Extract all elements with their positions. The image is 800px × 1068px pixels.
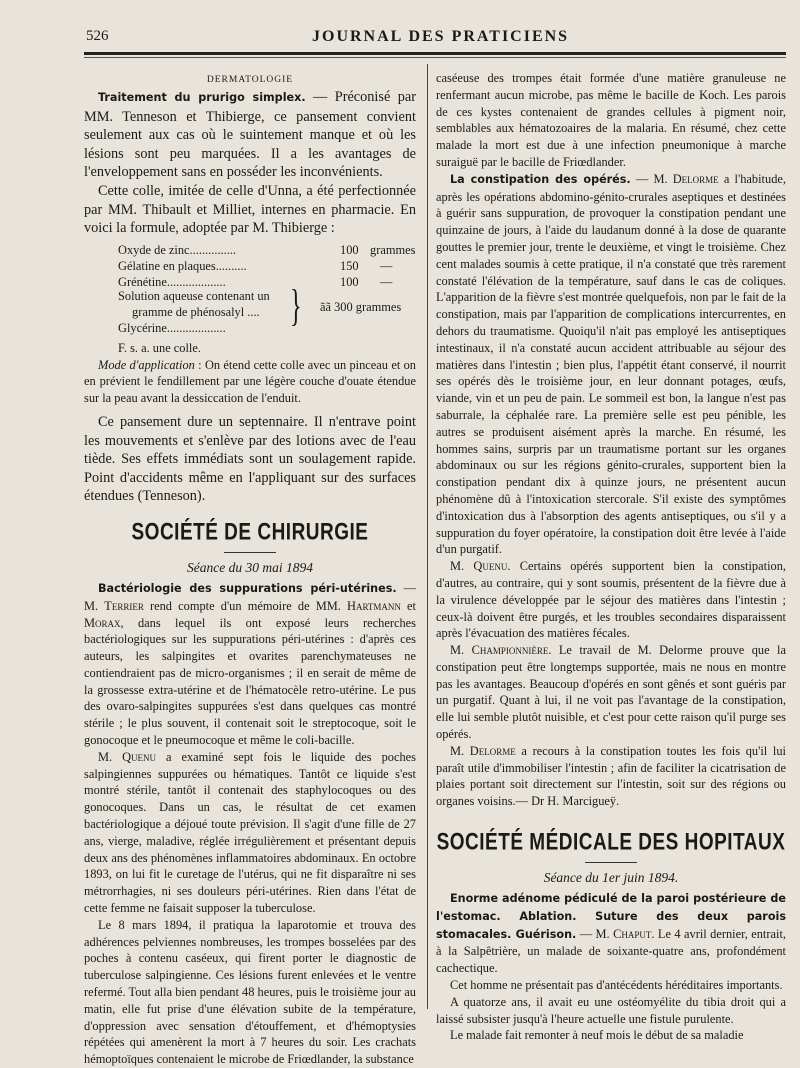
journal-title: JOURNAL DES PRATICIENS	[312, 28, 570, 45]
text: M.	[450, 643, 472, 658]
text: — M.	[630, 171, 673, 186]
formula-fsa: F. s. a. une colle.	[118, 340, 201, 355]
formula-ingredient: Gélatine en plaques..........	[118, 258, 247, 273]
society-hopitaux-title: SOCIÉTÉ MÉDICALE DES HOPITAUX	[436, 829, 786, 856]
text: a examiné sept fois le liquide des poches salpingiennes suppurées ou hématiques. Tantôt ce liquide s'est montré stérile, tantôt il contenait des staphylocoques ou des gonocoques. Dans un cas, le résultat de cet examen bactériologique a déjoué toute prévision. Il s'agit d'une fille de 27 ans, vierge, maladive, réglée irrégulièrement et présentant depuis deux ans des phénomènes inflammatoires abdominaux. En octobre 1893, on lui fit le curetage de l'utérus, qui ne fit disparaître ni ses métrorrhagies, ni ses douleurs péri-utérines. Rien dans l'état de cette femme ne faisait supposer la tuberculose.	[84, 749, 416, 916]
society-rule	[585, 862, 637, 863]
formula-qty: 150	[340, 258, 359, 273]
text: M.	[450, 743, 470, 758]
formula-unit: grammes	[370, 242, 416, 257]
left-column	[84, 70, 416, 1068]
text: M.	[98, 749, 123, 764]
osteomyelite-paragraph: A quatorze ans, il avait eu une ostéomyélite du tibia droit qui a laissé subsister jusqu'à l'heure actuelle une fistule purulente.	[436, 994, 786, 1026]
formula-aa: ãã 300 grammes	[320, 299, 402, 314]
bacteriologie-title: Bactériologie des suppurations péri-utérines.	[98, 581, 397, 595]
right-column	[436, 70, 786, 1044]
formula-unit: —	[380, 258, 393, 273]
text: . Le travail de M. Delorme prouve que la constipation peut être longtemps supportée, mais ne nous en montre pas les avantages. Beaucoup d'opérés en sont gênés et sont guéris par un purgatif. Quant à lui, il ne voit pas l'avantage de la constipation, elle lui semble plutôt nuisible, et c'est pour cette raison qu'il purge ses opérés.	[436, 643, 787, 742]
constipation-title: La constipation des opérés.	[450, 172, 631, 186]
text: a l'habitude, après les opérations abdomino-génito-crurales aseptiques et destinées à guérir sans suppuration, de provoquer la constipation pendant une quinzaine de jours, à l'aide du laudanum donné à la dose de quarante gouttes le premier jour, trente le deuxième, et vingt le troisième. Chez cent malades soumis à cette pratique, il n'a constaté que très rarement constaté l'élévation de la température, sauf dans le cas de coliques. L'apparition de la fièvre s'est montrée quelquefois, non par le fait de la constipation, mais par l'apparition de complications intercurrentes, en dehors du traumatisme. Quoiqu'il n'ait pas employé les antiseptiques intestinaux, il n'a constaté aucun accident attribuable au séjour des matières dans l'intestin ; bien plus, l'appétit étant conservé, il nourrit ses opérés dès le troisième jour, en leur donnant potages, œufs, viande, vin et un peu de pain. Le sommeil est bon, la langue n'est pas saburrale, la céphalée rare. La première selle est peu pénible, les autres se produisent aisément après la marche. En résumé, les hommes sains, surpris par un traumatisme portant sur les organes abdominaux ou sur les régions génito-crurales, supportent bien la constipation pendant dix à quinze jours, ne présentent aucun phénomène dû à l'intoxication stercorale. S'il existe des symptômes d'intoxication dus à l'absorption des agents antiseptiques, ou s'il y a suppuration du foyer opératoire, la constipation doit être levée à l'aide d'un purgatif.	[436, 171, 786, 557]
antecedents-paragraph: Cet homme ne présentait pas d'antécédents héréditaires importants.	[450, 978, 783, 993]
formula-qty: 100	[340, 274, 359, 289]
prurigo-paragraph	[84, 88, 416, 182]
author-name: Chaput	[613, 926, 652, 941]
septennaire-paragraph: Ce pansement dure un septennaire. Il n'entrave point les mouvements et s'enlève par des lotions avec de l'eau tiède. Ses effets immédiats sont un soulagement rapide. Point d'accidents même en l'appliquant sur des surfaces étendues (Tenneson).	[84, 413, 416, 505]
column-divider	[427, 64, 428, 1009]
text: et	[400, 598, 417, 613]
mode-text: : On étend cette colle avec un pinceau et on en prévient le fendillement par une légère couche d'ouate étendue sur la peau avant la dessiccation de l'enduit.	[84, 357, 416, 406]
formula-solution-line1: Solution aqueuse contenant un	[118, 288, 270, 303]
text: M.	[450, 559, 474, 574]
prurigo-text: — Préconisé par MM. Tenneson et Thibierge, ce pansement convient seulement aux cas où le suintement manque et où les lésions sont peu marquées. Il a les avantages de l'enveloppement sans en posséder les inconvénients.	[84, 89, 416, 181]
text: . Le 4 avril dernier, entrait, à la Salpêtrière, un malade de soixante-quatre ans, profondément cachectique.	[436, 926, 786, 976]
author-name: Terrier	[104, 598, 144, 613]
author-name: Quenu	[473, 559, 508, 574]
formula-solution-line2: gramme de phénosalyl ....	[132, 304, 260, 319]
header-rule	[84, 52, 786, 55]
adenome-paragraph	[436, 890, 786, 977]
author-name: Hartmann	[347, 598, 401, 613]
quenu-reply-paragraph	[436, 558, 786, 642]
formula-ingredient: Oxyde de zinc...............	[118, 242, 237, 257]
formula-qty: 100	[340, 242, 359, 257]
brace-symbol: }	[290, 280, 302, 330]
constipation-paragraph	[436, 171, 786, 558]
laparotomie-paragraph: Le 8 mars 1894, il pratiqua la laparotomie et trouva des adhérences pelviennes nombreuses, les trompes bosselées par des poches à contenu caséeux, qui firent porter le diagnostic de tuberculose salpingienne. Ces lésions furent enlevées et le ventre refermé. Tout alla bien pendant 48 heures, puis le troisième jour au matin, elle fut prise d'une élévation subite de la température, d'oppression avec sensation d'étouffement, et d'hémoptysies répétées qui amenèrent la mort à 7 heures du soir. Les crachats hémoptoïques contenaient le microbe de Friœdlander, la substance	[84, 917, 416, 1067]
author-name: Delorme	[469, 743, 516, 758]
debut-maladie-paragraph: Le malade fait remonter à neuf mois le début de sa maladie	[450, 1028, 744, 1043]
text: rend compte d'un mémoire de MM.	[143, 598, 347, 613]
mode-label: Mode d'application	[98, 357, 195, 372]
author-name: Championnière	[471, 643, 549, 658]
text: a recours à la constipation toutes les fois qu'il lui paraît utile d'immobiliser l'intestin ; afin de faciliter la cicatrisation de plaies portant soit directement sur l'intestin, soit sur des régions ou organes voisins.— Dr H. Marcigueÿ.	[436, 743, 786, 809]
formula-row	[118, 242, 236, 258]
seance-date: Séance du 30 mai 1894	[187, 559, 313, 575]
text: — M.	[84, 580, 416, 613]
formula-ingredient: Grénétine...................	[118, 274, 226, 289]
delorme-reply-paragraph	[436, 743, 786, 810]
author-name: Delorme	[672, 171, 719, 186]
seance-date-hopitaux: Séance du 1er juin 1894.	[543, 870, 679, 886]
text: — M.	[576, 926, 614, 941]
caseuse-paragraph: caséeuse des trompes était formée d'une matière granuleuse ne renfermant aucun microbe, pas même le bacille de Koch. Les parois de ces kystes contenaient de grandes cellules à pigment noir, semblables aux hématozoaires de la malaria. En résumé, chez cette malade la mort est due à une infection pneumonique à marche suraiguë par le bacille de Friœdlander.	[436, 71, 786, 169]
adenome-title: Enorme adénome pédiculé de la paroi postérieure de l'estomac. Ablation. Suture des deux parois stomacales. Guérison.	[436, 892, 786, 941]
formula-table	[118, 242, 416, 338]
text: , dans lequel ils ont exposé leurs recherches bactériologiques sur les suppurations péri-utérines : d'après ces auteurs, les salpingites et ovarites parenchymateuses ne contiendraient pas de micro-organismes ; il en serait de même de la grossesse extra-utérine et de l'hématocèle retro-utérine. Le pus des ovaro-salpingites suppurées s'est dans quelques cas montré stérile ; le plus souvent, il contenait soit le streptocoque, soit le gonocoque et le pneumocoque et même le coli-bacille.	[84, 615, 416, 748]
colle-paragraph: Cette colle, imitée de celle d'Unna, a été perfectionnée par MM. Thibault et Milliet, internes en pharmacie. En voici la formule, adoptée par M. Thibierge :	[84, 182, 416, 237]
header-rule-thin	[84, 57, 786, 58]
formula-glycerine: Glycérine...................	[118, 320, 226, 335]
author-name: Quenu	[122, 749, 157, 764]
formula-unit: —	[380, 274, 393, 289]
quenu-paragraph	[84, 749, 416, 917]
mode-application-paragraph	[84, 357, 416, 407]
text: . Certains opérés supportent bien la constipation, d'autres, au contraire, qui y sont soumis, présentent de la fièvre due à la virulence développée par le séjour des matières dans l'intestin ; ceux-là doivent être purgés, et les troubles secondaires disparaissent après l'évacuation des matières fécales.	[436, 559, 786, 641]
page-number: 526	[86, 28, 109, 44]
section-label-dermatologie: DERMATOLOGIE	[206, 75, 294, 85]
society-rule	[224, 552, 276, 553]
bacteriologie-paragraph	[84, 580, 416, 749]
society-chirurgie-title: SOCIÉTÉ DE CHIRURGIE	[131, 519, 369, 546]
championniere-paragraph	[436, 642, 786, 743]
author-name: Morax	[84, 615, 121, 630]
formula-row	[118, 258, 247, 274]
prurigo-title: Traitement du prurigo simplex.	[98, 91, 306, 104]
